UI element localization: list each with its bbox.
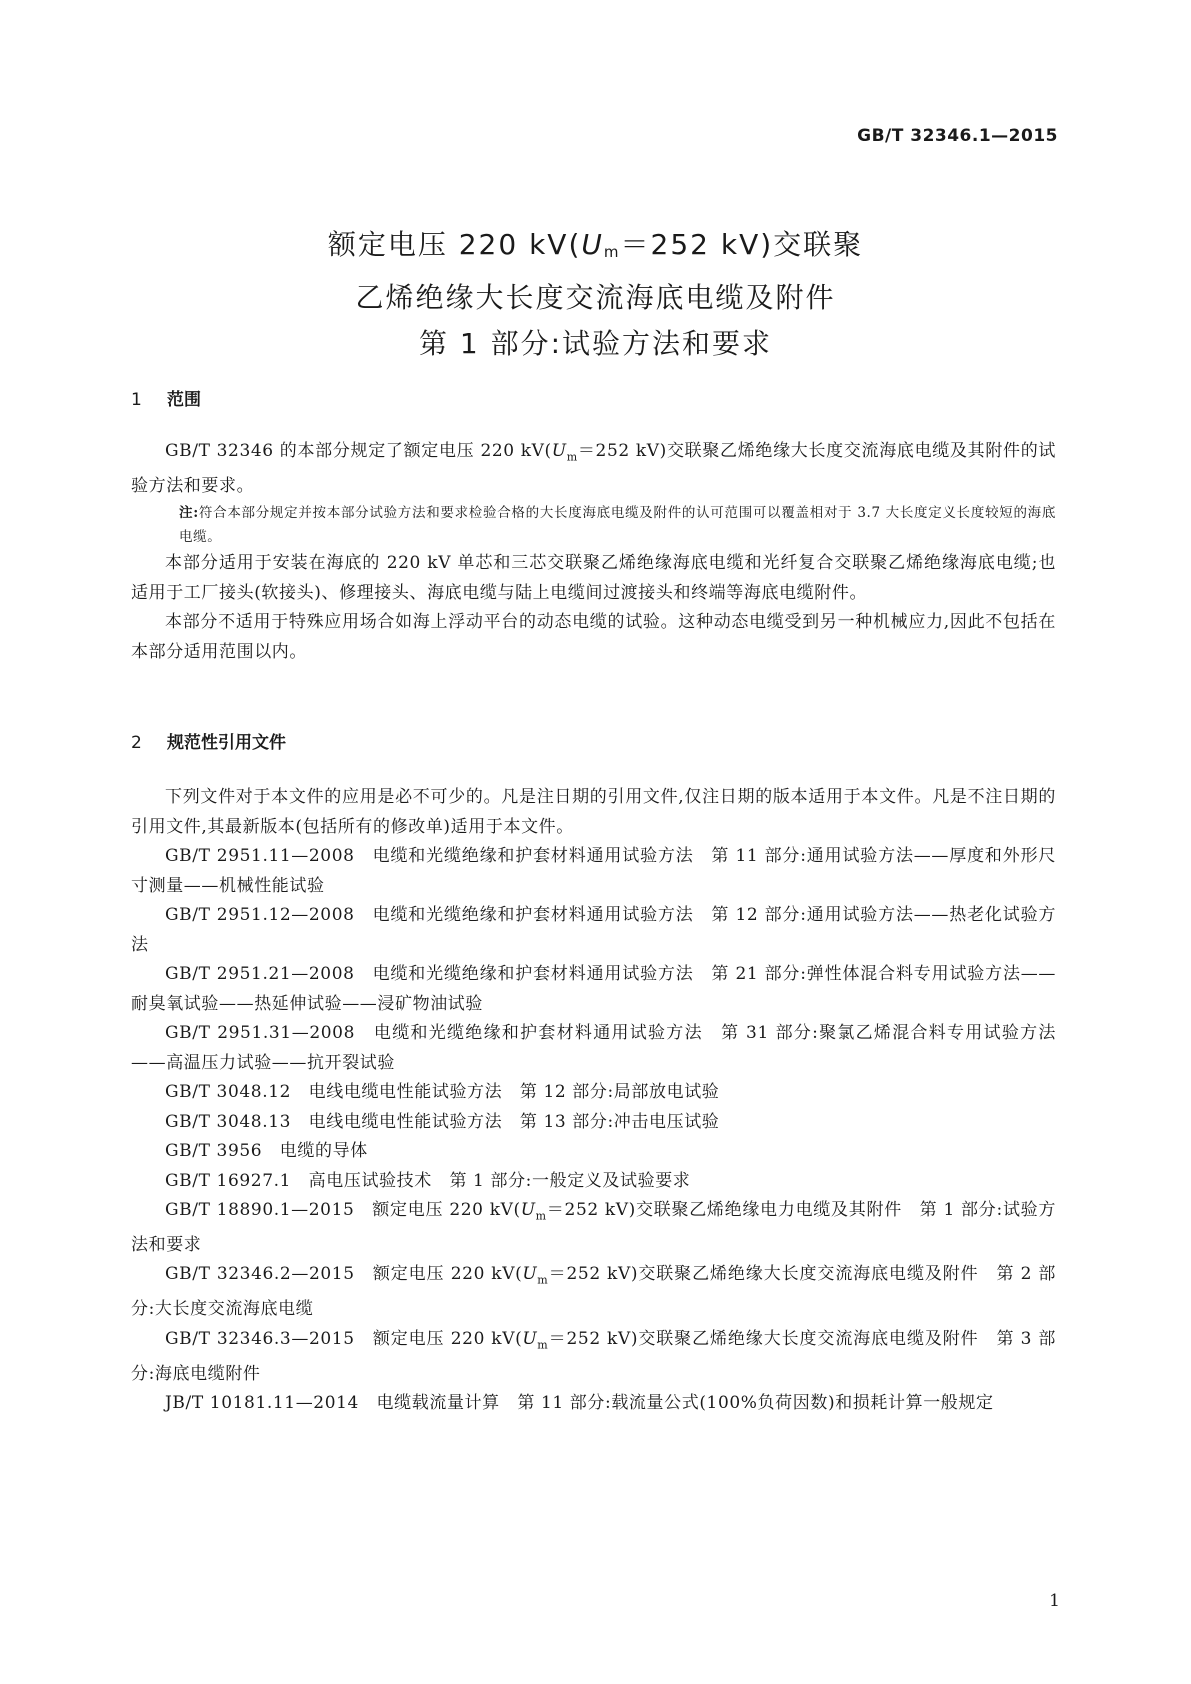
section-1-heading xyxy=(131,385,201,410)
section-1-number: 1 xyxy=(131,390,142,410)
reference-item: GB/T 2951.31—2008 电缆和光缆绝缘和护套材料通用试验方法 第 31 部分:聚氯乙烯混合料专用试验方法——高温压力试验——抗开裂试验 xyxy=(131,1023,1056,1073)
page-number: 1 xyxy=(1049,1591,1060,1611)
scope-note xyxy=(131,501,1056,549)
scope-p1-part-b: ＝252 kV)交联聚乙烯绝缘大长度交流海底电缆及其附件的试验方法和要求。 xyxy=(131,441,1056,496)
scope-paragraph-2: 本部分适用于安装在海底的 220 kV 单芯和三芯交联聚乙烯绝缘海底电缆和光纤复合交联聚乙烯绝缘海底电缆;也适用于工厂接头(软接头)、修理接头、海底电缆与陆上电缆间过渡接头和终端等海底电缆附件。 xyxy=(131,553,1056,603)
section-2-title: 规范性引用文件 xyxy=(167,733,286,753)
title-line-1-suffix: ＝252 kV)交联聚 xyxy=(620,228,864,261)
section-2-number: 2 xyxy=(131,733,142,753)
note-label: 注: xyxy=(179,505,199,522)
ref9-u-symbol: U xyxy=(520,1200,536,1220)
title-line-1-prefix: 额定电压 220 kV( xyxy=(327,228,582,261)
reference-item: GB/T 3956 电缆的导体 xyxy=(165,1141,368,1161)
reference-item-jb10181: JB/T 10181.11—2014 电缆载流量计算 第 11 部分:载流量公式(100%负荷因数)和损耗计算一般规定 xyxy=(165,1393,994,1414)
reference-item-gb18890 xyxy=(131,1196,1056,1260)
reference-item: GB/T 2951.21—2008 电缆和光缆绝缘和护套材料通用试验方法 第 21 部分:弹性体混合料专用试验方法——耐臭氧试验——热延伸试验——浸矿物油试验 xyxy=(131,964,1056,1014)
note-text: 符合本部分规定并按本部分试验方法和要求检验合格的大长度海底电缆及附件的认可范围可以覆盖相对于 3.7 大长度定义长度较短的海底电缆。 xyxy=(179,505,1056,546)
ref11-u-symbol: U xyxy=(522,1328,538,1349)
section-2-body xyxy=(131,783,1056,1419)
scope-paragraph-1 xyxy=(131,437,1056,501)
document-title xyxy=(0,222,1191,367)
scope-p1-u-symbol: U xyxy=(551,441,567,461)
references-intro: 下列文件对于本文件的应用是必不可少的。凡是注日期的引用文件,仅注日期的版本适用于本文件。凡是不注日期的引用文件,其最新版本(包括所有的修改单)适用于本文件。 xyxy=(131,787,1056,837)
ref11-part-b: ＝252 kV)交联聚乙烯绝缘大长度交流海底电缆及附件 第 3 部分:海底电缆附件 xyxy=(131,1328,1057,1384)
section-2-heading xyxy=(131,728,286,753)
reference-item-gb32346-3 xyxy=(131,1325,1056,1389)
section-1-body xyxy=(131,437,1056,667)
title-line-1 xyxy=(0,222,1191,275)
scope-p1-part-a: GB/T 32346 的本部分规定了额定电压 220 kV( xyxy=(165,441,552,461)
scope-paragraph-3: 本部分不适用于特殊应用场合如海上浮动平台的动态电缆的试验。这种动态电缆受到另一种机械应力,因此不包括在本部分适用范围以内。 xyxy=(131,612,1056,662)
ref9-part-a: GB/T 18890.1—2015 额定电压 220 kV( xyxy=(165,1200,521,1220)
section-1-title: 范围 xyxy=(167,390,201,410)
ref9-part-b: ＝252 kV)交联聚乙烯绝缘电力电缆及其附件 第 1 部分:试验方法和要求 xyxy=(131,1200,1056,1255)
reference-item-gb32346-2 xyxy=(131,1260,1056,1324)
title-subscript: m xyxy=(603,243,621,261)
reference-item: GB/T 3048.12 电线电缆电性能试验方法 第 12 部分:局部放电试验 xyxy=(165,1082,720,1102)
ref11-part-a: GB/T 32346.3—2015 额定电压 220 kV( xyxy=(165,1328,523,1349)
reference-item: GB/T 2951.11—2008 电缆和光缆绝缘和护套材料通用试验方法 第 11 部分:通用试验方法——厚度和外形尺寸测量——机械性能试验 xyxy=(131,846,1056,896)
ref10-part-b: ＝252 kV)交联聚乙烯绝缘大长度交流海底电缆及附件 第 2 部分:大长度交流海底电缆 xyxy=(131,1264,1057,1320)
title-line-3: 第 1 部分:试验方法和要求 xyxy=(418,327,773,360)
reference-item: GB/T 2951.12—2008 电缆和光缆绝缘和护套材料通用试验方法 第 12 部分:通用试验方法——热老化试验方法 xyxy=(131,905,1056,955)
reference-item: GB/T 16927.1 高电压试验技术 第 1 部分:一般定义及试验要求 xyxy=(165,1170,691,1191)
standard-code: GB/T 32346.1—2015 xyxy=(857,126,1058,146)
title-u-symbol: U xyxy=(581,228,604,261)
ref10-subscript: m xyxy=(537,1273,549,1287)
ref10-u-symbol: U xyxy=(522,1264,538,1285)
ref11-subscript: m xyxy=(537,1338,549,1352)
ref9-subscript: m xyxy=(535,1209,547,1223)
ref10-part-a: GB/T 32346.2—2015 额定电压 220 kV( xyxy=(165,1264,523,1285)
reference-item: GB/T 3048.13 电线电缆电性能试验方法 第 13 部分:冲击电压试验 xyxy=(165,1111,720,1132)
title-line-2: 乙烯绝缘大长度交流海底电缆及附件 xyxy=(355,281,836,314)
scope-p1-subscript: m xyxy=(566,450,578,464)
